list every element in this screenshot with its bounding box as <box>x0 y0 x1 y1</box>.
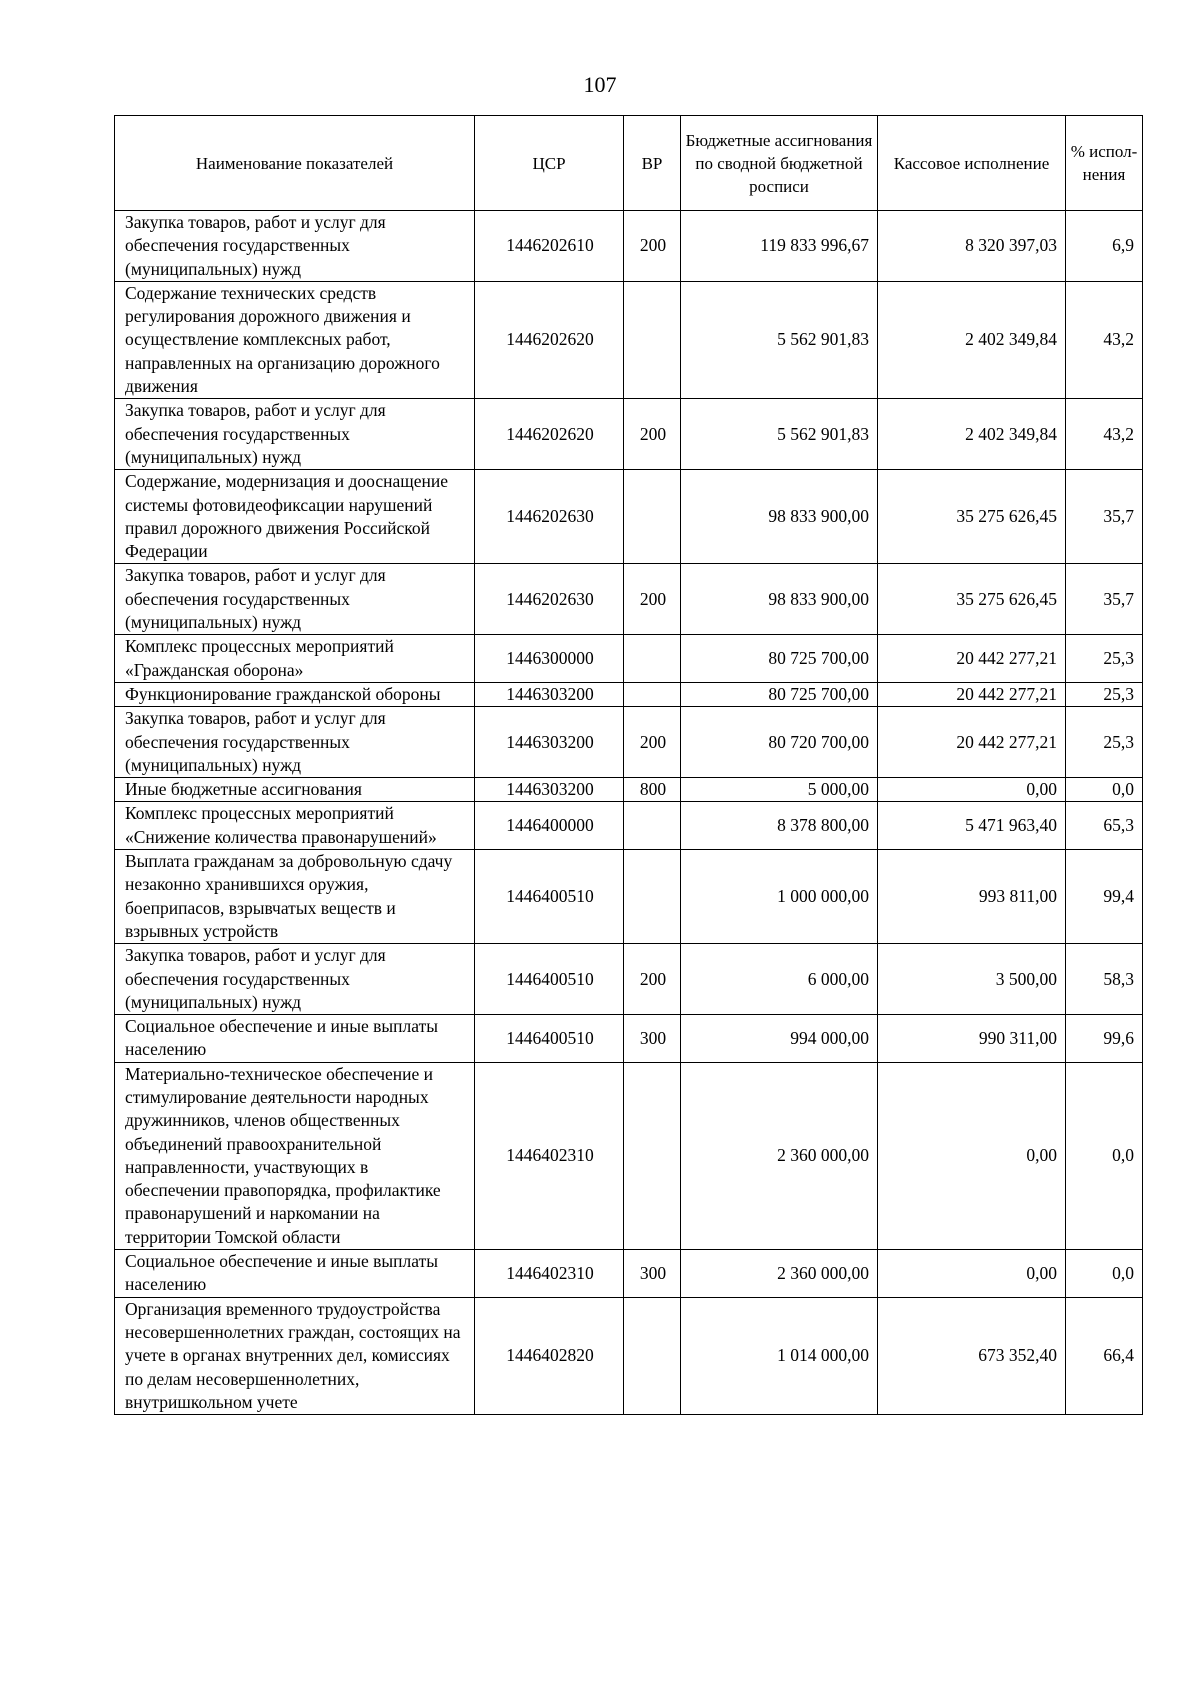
row-name: Организация временного трудоустройства несовершеннолетних граждан, состоящих на учете в органах внутренних дел, комиссиях по делам несовершеннолетних, внутришкольном учете <box>115 1297 475 1414</box>
table-row <box>115 635 1143 683</box>
row-budget: 98 833 900,00 <box>681 564 878 635</box>
row-vr: 200 <box>624 211 681 282</box>
row-budget: 80 720 700,00 <box>681 707 878 778</box>
header-vr: ВР <box>624 116 681 211</box>
row-cash: 0,00 <box>878 1250 1066 1298</box>
table-body <box>115 211 1143 1415</box>
row-pct: 35,7 <box>1066 470 1143 564</box>
row-name: Социальное обеспечение и иные выплаты населению <box>115 1250 475 1298</box>
row-pct: 66,4 <box>1066 1297 1143 1414</box>
row-pct: 0,0 <box>1066 1250 1143 1298</box>
row-cash: 20 442 277,21 <box>878 707 1066 778</box>
row-cash: 35 275 626,45 <box>878 564 1066 635</box>
row-budget: 1 014 000,00 <box>681 1297 878 1414</box>
row-csr: 1446202630 <box>475 564 624 635</box>
row-vr <box>624 470 681 564</box>
row-pct: 0,0 <box>1066 1062 1143 1249</box>
row-vr: 300 <box>624 1015 681 1063</box>
row-cash: 8 320 397,03 <box>878 211 1066 282</box>
row-csr: 1446400510 <box>475 850 624 944</box>
row-pct: 99,6 <box>1066 1015 1143 1063</box>
row-budget: 80 725 700,00 <box>681 682 878 706</box>
row-name: Выплата гражданам за добровольную сдачу незаконно хранившихся оружия, боеприпасов, взрывчатых веществ и взрывных устройств <box>115 850 475 944</box>
row-cash: 35 275 626,45 <box>878 470 1066 564</box>
row-csr: 1446303200 <box>475 707 624 778</box>
row-budget: 6 000,00 <box>681 944 878 1015</box>
row-csr: 1446202620 <box>475 399 624 470</box>
row-pct: 99,4 <box>1066 850 1143 944</box>
row-budget: 994 000,00 <box>681 1015 878 1063</box>
table-row <box>115 1015 1143 1063</box>
row-csr: 1446402310 <box>475 1250 624 1298</box>
row-pct: 43,2 <box>1066 281 1143 398</box>
row-name: Содержание, модернизация и дооснащение системы фотовидеофиксации нарушений правил дорожного движения Российской Федерации <box>115 470 475 564</box>
row-vr <box>624 1062 681 1249</box>
row-name: Закупка товаров, работ и услуг для обеспечения государственных (муниципальных) нужд <box>115 564 475 635</box>
row-name: Закупка товаров, работ и услуг для обеспечения государственных (муниципальных) нужд <box>115 944 475 1015</box>
row-vr: 200 <box>624 707 681 778</box>
row-cash: 20 442 277,21 <box>878 682 1066 706</box>
row-csr: 1446402820 <box>475 1297 624 1414</box>
header-csr: ЦСР <box>475 116 624 211</box>
row-csr: 1446400510 <box>475 944 624 1015</box>
row-name: Социальное обеспечение и иные выплаты населению <box>115 1015 475 1063</box>
row-csr: 1446400000 <box>475 802 624 850</box>
header-pct: % испол-нения <box>1066 116 1143 211</box>
table-header-row <box>115 116 1143 211</box>
row-vr <box>624 635 681 683</box>
table-row <box>115 802 1143 850</box>
row-pct: 65,3 <box>1066 802 1143 850</box>
row-cash: 2 402 349,84 <box>878 399 1066 470</box>
row-budget: 98 833 900,00 <box>681 470 878 564</box>
table-row <box>115 211 1143 282</box>
row-name: Закупка товаров, работ и услуг для обеспечения государственных (муниципальных) нужд <box>115 211 475 282</box>
row-budget: 80 725 700,00 <box>681 635 878 683</box>
row-name: Закупка товаров, работ и услуг для обеспечения государственных (муниципальных) нужд <box>115 399 475 470</box>
table-row <box>115 944 1143 1015</box>
row-vr <box>624 850 681 944</box>
row-budget: 2 360 000,00 <box>681 1062 878 1249</box>
row-csr: 1446400510 <box>475 1015 624 1063</box>
row-vr: 300 <box>624 1250 681 1298</box>
row-cash: 673 352,40 <box>878 1297 1066 1414</box>
row-pct: 58,3 <box>1066 944 1143 1015</box>
table-row <box>115 778 1143 802</box>
row-pct: 6,9 <box>1066 211 1143 282</box>
row-csr: 1446303200 <box>475 778 624 802</box>
row-name: Комплекс процессных мероприятий «Снижение количества правонарушений» <box>115 802 475 850</box>
row-vr: 800 <box>624 778 681 802</box>
row-budget: 5 562 901,83 <box>681 399 878 470</box>
row-cash: 990 311,00 <box>878 1015 1066 1063</box>
row-budget: 119 833 996,67 <box>681 211 878 282</box>
row-pct: 25,3 <box>1066 635 1143 683</box>
table-row <box>115 1250 1143 1298</box>
table-row <box>115 707 1143 778</box>
row-cash: 20 442 277,21 <box>878 635 1066 683</box>
row-csr: 1446202630 <box>475 470 624 564</box>
row-csr: 1446300000 <box>475 635 624 683</box>
row-name: Комплекс процессных мероприятий «Гражданская оборона» <box>115 635 475 683</box>
row-cash: 0,00 <box>878 778 1066 802</box>
row-csr: 1446202620 <box>475 281 624 398</box>
row-budget: 8 378 800,00 <box>681 802 878 850</box>
header-cash: Кассовое исполнение <box>878 116 1066 211</box>
row-pct: 25,3 <box>1066 707 1143 778</box>
table-row <box>115 470 1143 564</box>
table-row <box>115 1297 1143 1414</box>
row-name: Материально-техническое обеспечение и стимулирование деятельности народных дружинников, членов общественных объединений правоохранительной направленности, участвующих в обеспечении правопорядка, профилактике правонарушений и наркомании на территории Томской области <box>115 1062 475 1249</box>
row-csr: 1446303200 <box>475 682 624 706</box>
row-cash: 993 811,00 <box>878 850 1066 944</box>
row-pct: 43,2 <box>1066 399 1143 470</box>
row-vr <box>624 682 681 706</box>
row-cash: 5 471 963,40 <box>878 802 1066 850</box>
row-vr: 200 <box>624 944 681 1015</box>
page-number: 107 <box>583 72 617 97</box>
row-vr <box>624 281 681 398</box>
row-cash: 3 500,00 <box>878 944 1066 1015</box>
row-pct: 0,0 <box>1066 778 1143 802</box>
table-row <box>115 1062 1143 1249</box>
row-vr <box>624 1297 681 1414</box>
row-name: Закупка товаров, работ и услуг для обеспечения государственных (муниципальных) нужд <box>115 707 475 778</box>
row-vr <box>624 802 681 850</box>
row-budget: 1 000 000,00 <box>681 850 878 944</box>
table-row <box>115 682 1143 706</box>
row-vr: 200 <box>624 399 681 470</box>
table-row <box>115 850 1143 944</box>
row-budget: 2 360 000,00 <box>681 1250 878 1298</box>
budget-execution-table <box>114 115 1143 1415</box>
row-pct: 35,7 <box>1066 564 1143 635</box>
row-cash: 0,00 <box>878 1062 1066 1249</box>
header-name: Наименование показателей <box>115 116 475 211</box>
table-row <box>115 281 1143 398</box>
row-vr: 200 <box>624 564 681 635</box>
row-name: Содержание технических средств регулирования дорожного движения и осуществление комплексных работ, направленных на организацию дорожного движения <box>115 281 475 398</box>
row-csr: 1446402310 <box>475 1062 624 1249</box>
row-cash: 2 402 349,84 <box>878 281 1066 398</box>
row-csr: 1446202610 <box>475 211 624 282</box>
row-budget: 5 562 901,83 <box>681 281 878 398</box>
row-name: Иные бюджетные ассигнования <box>115 778 475 802</box>
row-budget: 5 000,00 <box>681 778 878 802</box>
table-row <box>115 399 1143 470</box>
header-budget: Бюджетные ассигнования по сводной бюджетной росписи <box>681 116 878 211</box>
row-pct: 25,3 <box>1066 682 1143 706</box>
row-name: Функционирование гражданской обороны <box>115 682 475 706</box>
table-row <box>115 564 1143 635</box>
